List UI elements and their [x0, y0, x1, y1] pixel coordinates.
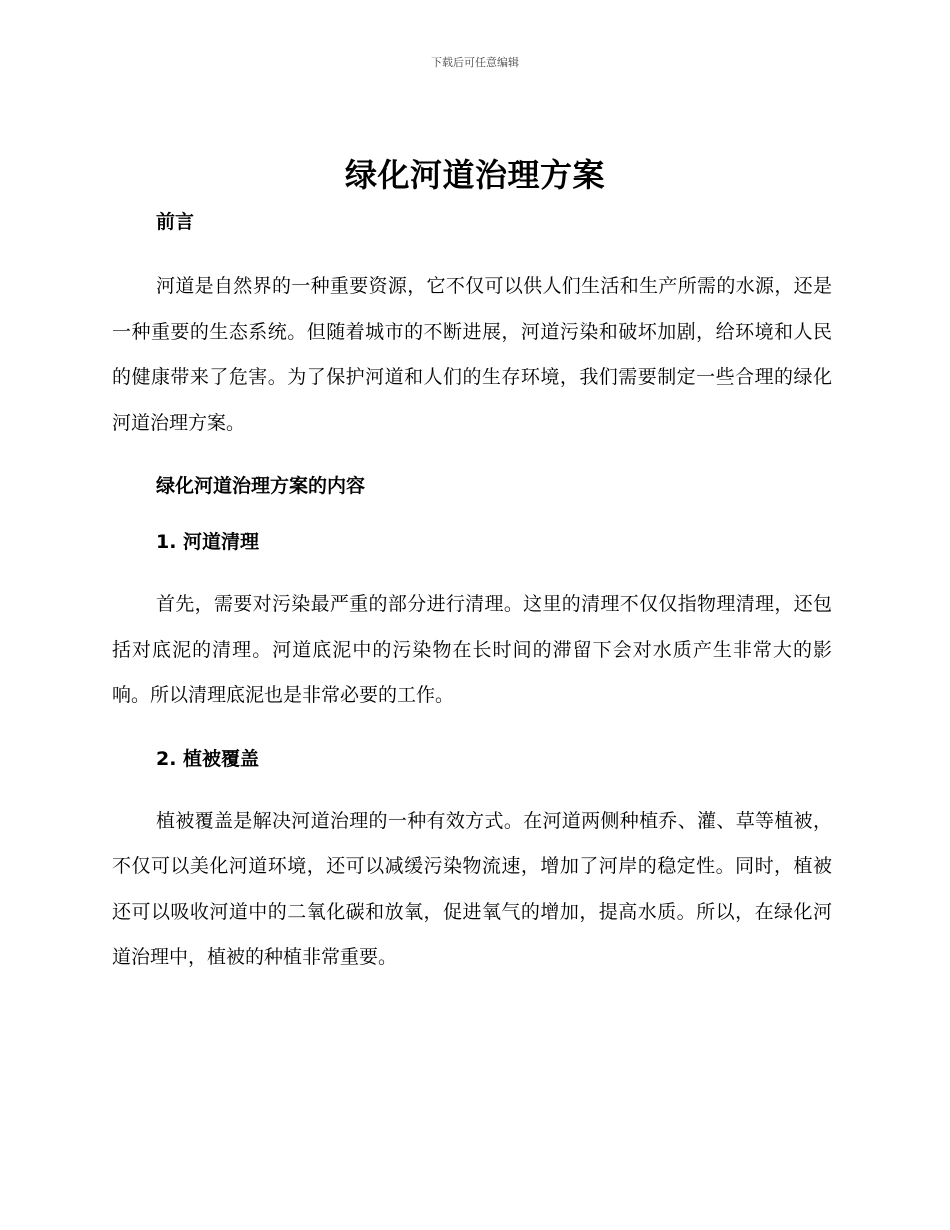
content-heading: 绿化河道治理方案的内容 [156, 475, 366, 497]
section-paragraph-river-cleaning: 首先，需要对污染最严重的部分进行清理。这里的清理不仅仅指物理清理，还包括对底泥的清理。河道底泥中的污染物在长时间的滞留下会对水质产生非常大的影响。所以清理底泥也是非常必要的工作。 [112, 593, 832, 706]
preface-heading: 前言 [156, 211, 195, 233]
header-note: 下载后可任意编辑 [431, 56, 519, 69]
section-heading-vegetation-cover: 2. 植被覆盖 [156, 747, 260, 770]
document-body [112, 206, 832, 981]
section-paragraph-vegetation-cover: 植被覆盖是解决河道治理的一种有效方式。在河道两侧种植乔、灌、草等植被，不仅可以美化河道环境，还可以减缓污染物流速，增加了河岸的稳定性。同时，植被还可以吸收河道中的二氧化碳和放氧，促进氧气的增加，提高水质。所以，在绿化河道治理中，植被的种植非常重要。 [112, 809, 832, 968]
section-heading-river-cleaning: 1. 河道清理 [156, 531, 260, 553]
preface-paragraph: 河道是自然界的一种重要资源，它不仅可以供人们生活和生产所需的水源，还是一种重要的生态系统。但随着城市的不断进展，河道污染和破坏加剧，给环境和人民的健康带来了危害。为了保护河道和人们的生存环境，我们需要制定一些合理的绿化河道治理方案。 [112, 275, 832, 434]
document-title: 绿化河道治理方案 [344, 156, 605, 194]
